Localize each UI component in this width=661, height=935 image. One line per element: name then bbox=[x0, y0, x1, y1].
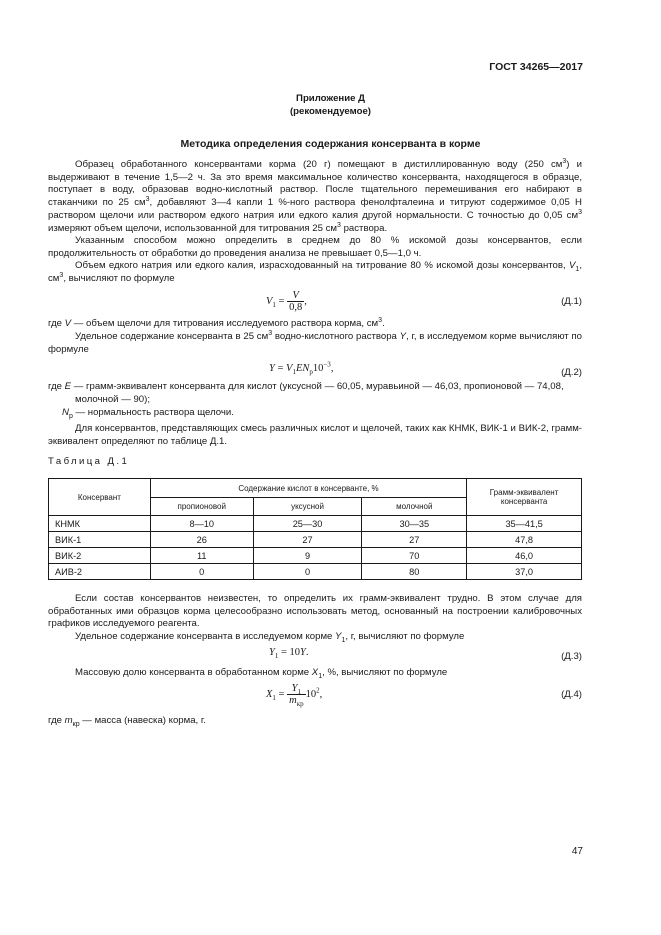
table-cell: 0 bbox=[150, 564, 253, 580]
paragraph-y1: Удельное содержание консерванта в исследуемом корме $Y_1$, г, вычисляют по формуле bbox=[75, 631, 465, 644]
table-cell: АИВ-2 bbox=[49, 564, 151, 580]
header-propionic: пропионовой bbox=[150, 498, 253, 516]
section-title: Методика определения содержания консерванта в корме bbox=[180, 138, 481, 150]
table-cell: 35—41,5 bbox=[467, 516, 582, 532]
table-cell: ВИК-2 bbox=[49, 548, 151, 564]
table-row bbox=[49, 516, 582, 532]
table-cell: 46,0 bbox=[467, 548, 582, 564]
preservative-table bbox=[48, 478, 582, 580]
table-cell: 30—35 bbox=[362, 516, 467, 532]
standard-number: ГОСТ 34265—2017 bbox=[489, 61, 583, 73]
table-cell: 27 bbox=[362, 532, 467, 548]
header-gram-equivalent: Грамм-эквивалент консерванта bbox=[467, 479, 582, 516]
page-number: 47 bbox=[571, 846, 583, 857]
paragraph-sample: Образец обработанного консервантами корма (20 г) помещают в дистиллированную воду (250 $см^3$) и выдерживают в течение 1,5—2 ч. За это время максимальное количество консерванта, находящегося в образце, поступает в воду, образовав водно-кислотный раствор. После тщательного перемешивания его набирают в стаканчики по 25 $см^3$, добавляют 3—4 капли 1 %-ного раствора фенолфталеина и титруют содержимое 0,05 Н раствором щелочи или раствором едкого натрия или едкого калия другой нормальности. С точностью до 0,05 $см^3$ измеряют объем щелочи, использованной для титрования 25 $см^3$ раствора. bbox=[48, 157, 582, 234]
formula-d2: $Y = V_1EN_p10^{-3}$, (Д.2) bbox=[269, 360, 582, 378]
table-row bbox=[49, 532, 582, 548]
formula-d1: $V_1$ = $\frac{V}{0,8}$ , (Д.1) bbox=[266, 290, 582, 313]
table-cell: 80 bbox=[362, 564, 467, 580]
table-cell: 26 bbox=[150, 532, 253, 548]
table-row bbox=[49, 548, 582, 564]
table-cell: 37,0 bbox=[467, 564, 582, 580]
table-cell: 9 bbox=[253, 548, 362, 564]
paragraph-specific-content: Удельное содержание консерванта в 25 $см^3$ водно-кислотного раствора Y, г, в исследуемом корме вычисляют по формуле bbox=[48, 329, 582, 355]
table-row bbox=[49, 564, 582, 580]
table-cell: 11 bbox=[150, 548, 253, 564]
where-mkr: где $m_{кр}$ — масса (навеска) корма, г. bbox=[48, 715, 206, 728]
table-cell: 27 bbox=[253, 532, 362, 548]
table-cell: 47,8 bbox=[467, 532, 582, 548]
where-v: где V — объем щелочи для титрования исследуемого раствора корма, $см^3$. bbox=[48, 316, 385, 329]
header-preservative: Консервант bbox=[49, 479, 151, 516]
paragraph-dose: Указанным способом можно определить в среднем до 80 % искомой дозы консервантов, если продолжительность от обработки до проведения анализа не превышает 0,5—1,0 ч. bbox=[48, 235, 582, 259]
header-lactic: молочной bbox=[362, 498, 467, 516]
paragraph-unknown: Если состав консервантов неизвестен, то определить их грамм-эквивалент трудно. В этом случае для обработанных ими образцов корма целесообразно использовать метод, основанный на построении калибровочных графиков исследуемого реагента. bbox=[48, 593, 582, 630]
where-e: где E — грамм-эквивалент консерванта для кислот (уксусной — 60,05, муравьиной — 46,03, пропионовой — 74,08, bbox=[48, 381, 564, 392]
table-cell: КНМК bbox=[49, 516, 151, 532]
formula-d4: $X_1$ = $\frac{Y_1}{m_{кр}}$ $10^2$, (Д.4) bbox=[266, 683, 582, 709]
table-cell: 0 bbox=[253, 564, 362, 580]
formula-number: (Д.4) bbox=[561, 689, 582, 700]
formula-number: (Д.1) bbox=[561, 296, 582, 307]
where-np: $N_p$ — нормальность раствора щелочи. bbox=[62, 407, 234, 420]
formula-number: (Д.3) bbox=[561, 651, 582, 662]
appendix-subtitle: (рекомендуемое) bbox=[289, 106, 371, 117]
table-cell: 25—30 bbox=[253, 516, 362, 532]
where-e-cont: молочной — 90); bbox=[75, 394, 150, 405]
table-cell: 8—10 bbox=[150, 516, 253, 532]
formula-number: (Д.2) bbox=[561, 367, 582, 378]
formula-d3: $Y_1 = 10Y$. (Д.3) bbox=[269, 647, 582, 662]
table-cell: ВИК-1 bbox=[49, 532, 151, 548]
table-cell: 70 bbox=[362, 548, 467, 564]
table-caption: Таблица Д.1 bbox=[48, 456, 130, 467]
paragraph-mixtures: Для консервантов, представляющих смесь различных кислот и щелочей, таких как КНМК, ВИК-1 и ВИК-2, грамм-эквивалент определяют по таблице Д.1. bbox=[48, 423, 582, 447]
header-acid-content: Содержание кислот в консерванте, % bbox=[150, 479, 466, 498]
appendix-title: Приложение Д bbox=[296, 93, 365, 104]
header-acetic: уксусной bbox=[253, 498, 362, 516]
paragraph-x1: Массовую долю консерванта в обработанном корме $X_1$, %, вычисляют по формуле bbox=[75, 667, 448, 680]
paragraph-volume: Объем едкого натрия или едкого калия, израсходованный на титрование 80 % искомой дозы консервантов, $V_1$, $см^3$, вычисляют по формуле bbox=[48, 260, 582, 284]
